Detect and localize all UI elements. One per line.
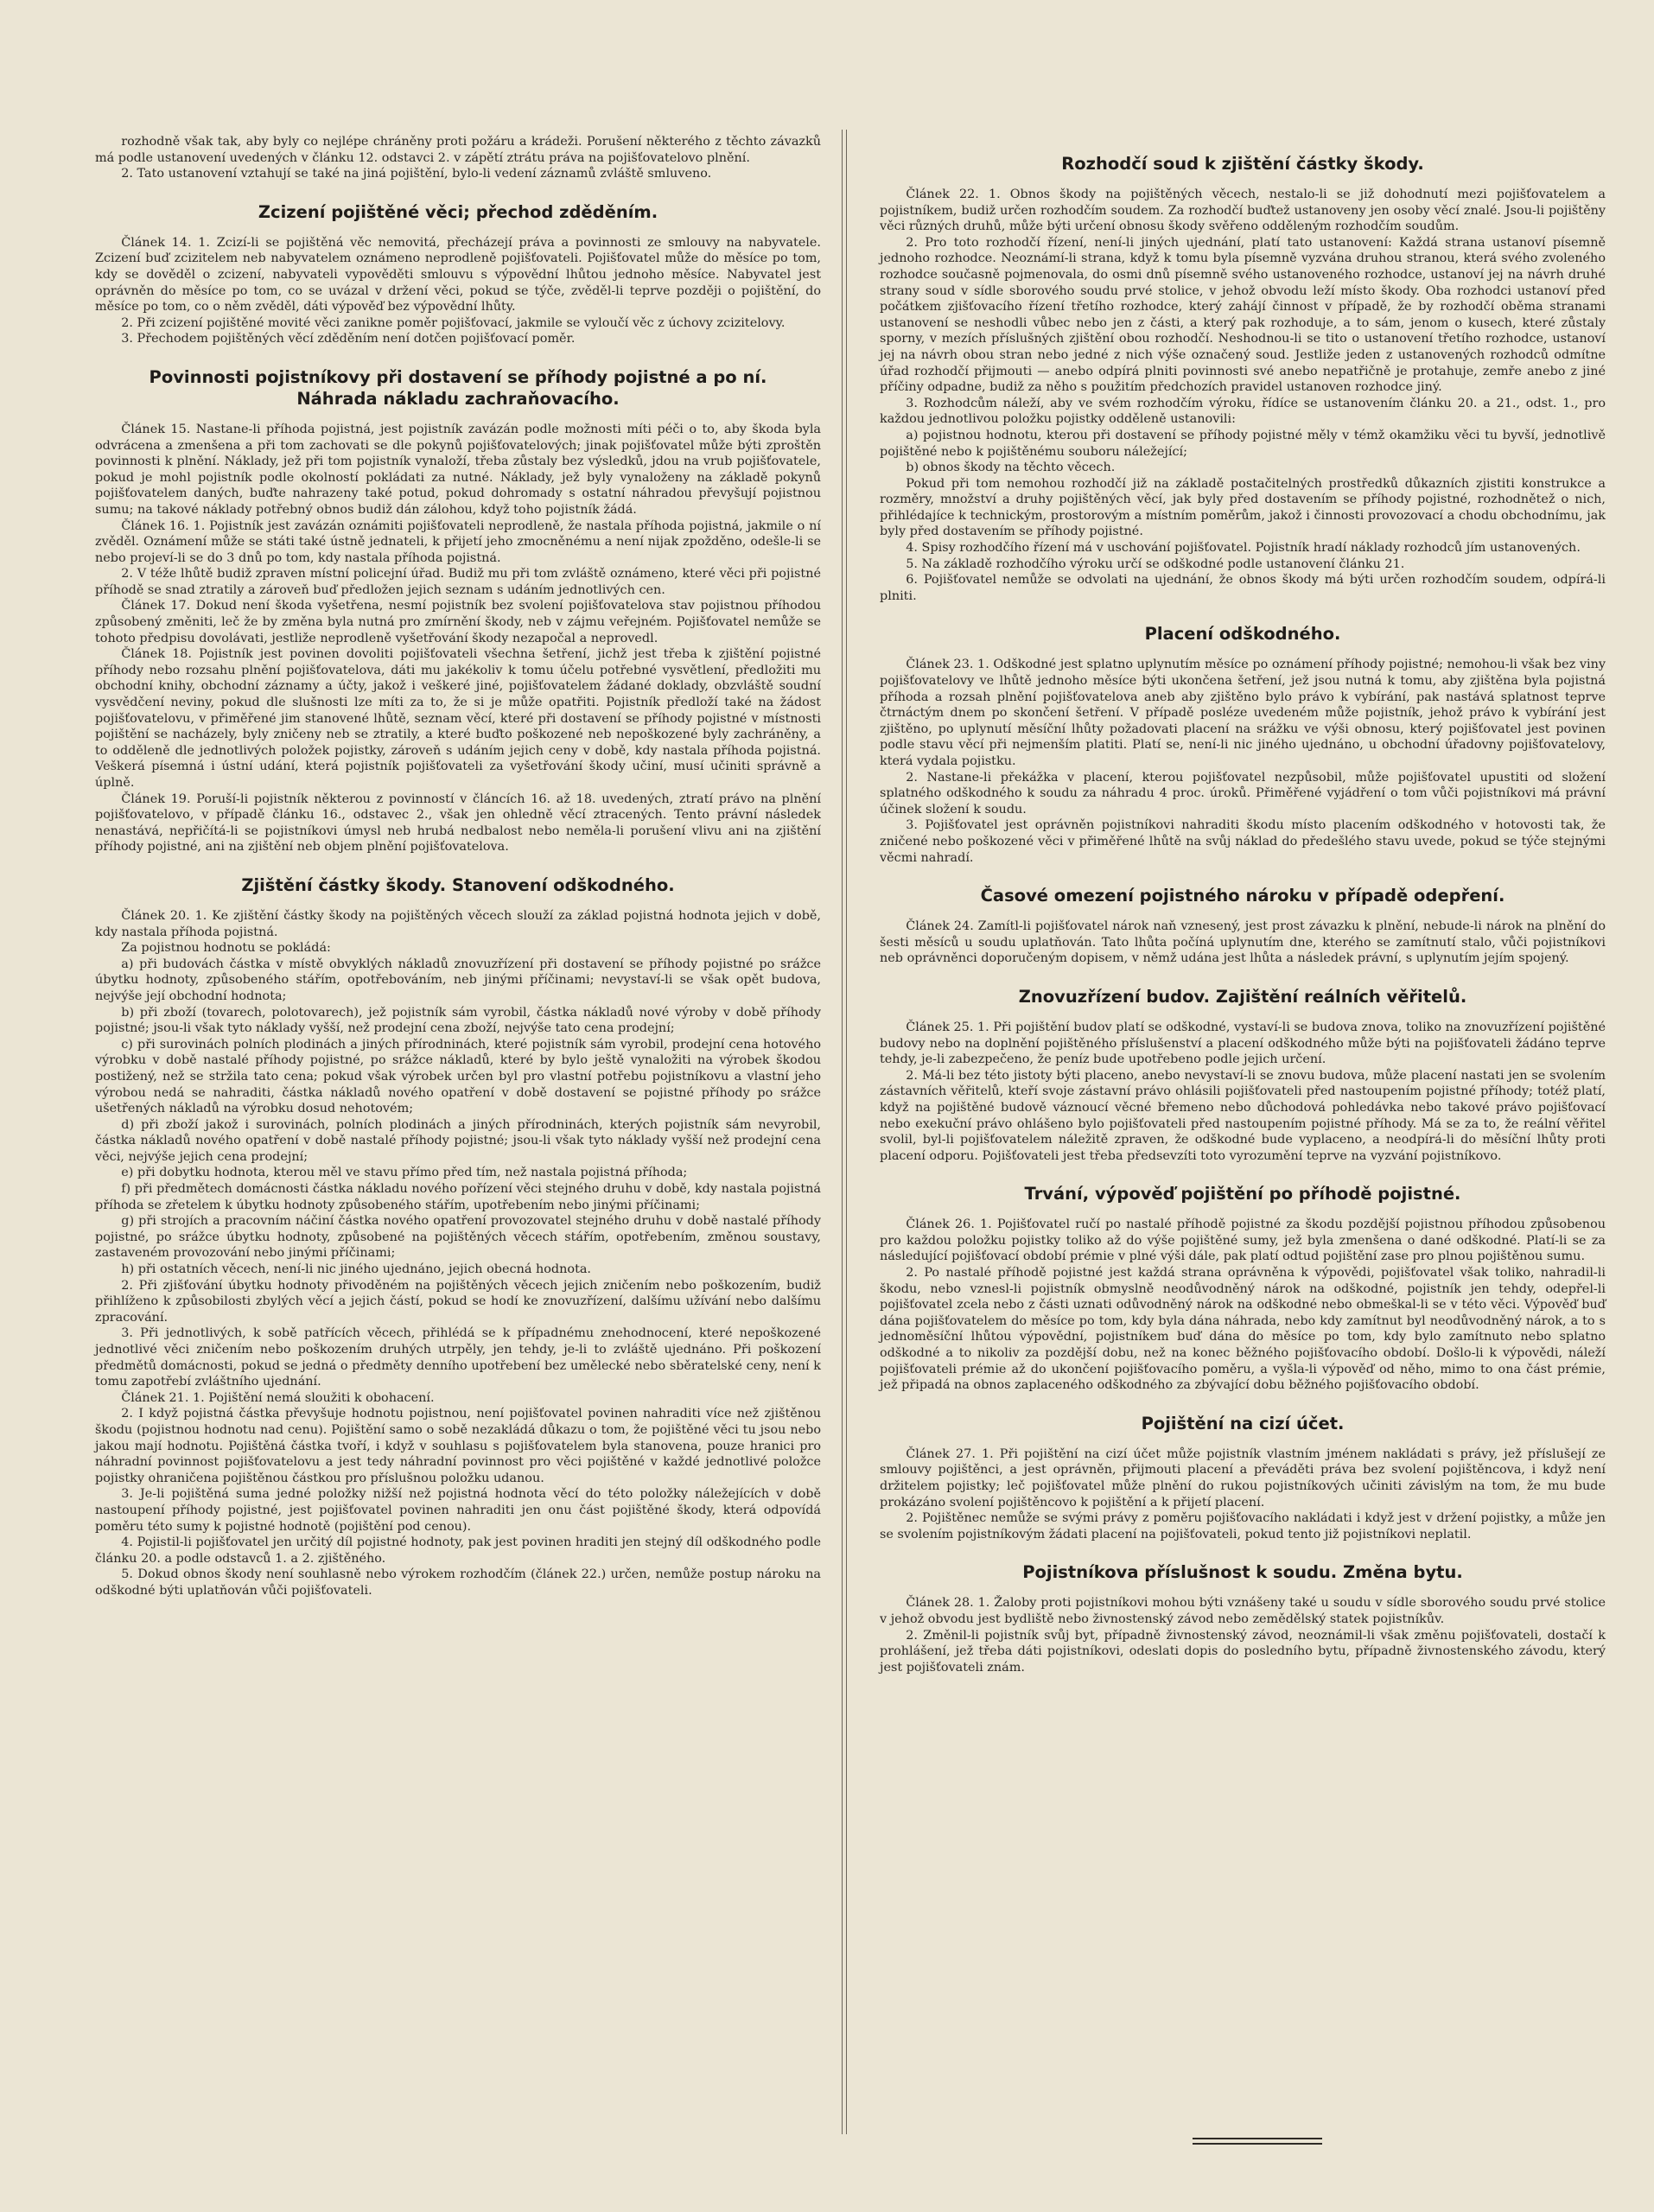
paragraph: Článek 18. Pojistník jest povinen dovoliti pojišťovateli všechna šetření, jichž jest třeba k zjištění pojistné příhody nebo rozsahu plnění pojišťovatelova, dáti mu jakékoliv k tomu účelu potřebné vysvětlení, předložiti mu obchodní knihy, obchodní záznamy a účty, jakož i veškeré jiné, pojišťovatelem žádané doklady, obzvláště soudní vysvědčení neviny, pokud dle slušnosti lze míti za to, že si je může opatřiti. Pojistník předloží také na žádost pojišťovatelovu, v přiměřené jim stanovené lhůtě, seznam věcí, které při dostavení se příhody pojistné v místnosti pojištění se nacházely, byly zničeny neb se ztratily, a které buďto poškozené neb nepoškozené byly zachráněny, a to odděleně dle jednotlivých položek pojistky, zároveň s udáním jejich ceny v době, kdy nastala příhoda pojistná. Veškerá písemná i ústní udání, která pojistník pojišťovateli za vyšetřování škody učiní, musí učiniti správně a úplně. xyxy=(95,647,821,790)
section-heading xyxy=(880,1561,1606,1583)
section-heading xyxy=(95,366,821,410)
paragraph: a) při budovách částka v místě obvyklých nákladů znovuzřízení při dostavení se příhody pojistné po srážce úbytku hodnoty, způsobeného stářím, opotřebováním, neb jinými příčinami; nevystaví-li se však opět budova, nejvýše její obchodní hodnota; xyxy=(95,957,821,1003)
paragraph: 3. Je-li pojištěná suma jedné položky nižší než pojistná hodnota věcí do této položky náležejících v době nastoupení příhody pojistné, jest pojišťovatel povinen nahraditi jen onu část pojištěné škody, která odpovídá poměru této sumy k pojistné hodnotě (pojištění pod cenou). xyxy=(95,1487,821,1534)
section-heading-subtitle: Náhrada nákladu zachraňovacího. xyxy=(296,388,620,409)
paragraph: 4. Pojistil-li pojišťovatel jen určitý díl pojistné hodnoty, pak jest povinen hraditi jen stejný díl odškodného podle článku 20. a podle odstavců 1. a 2. zjištěného. xyxy=(95,1535,821,1566)
section-heading-text: Znovuzřízení budov. Zajištění reálních věřitelů. xyxy=(1018,986,1467,1007)
section-heading xyxy=(880,153,1606,175)
paragraph: h) při ostatních věcech, není-li nic jiného ujednáno, jejich obecná hodnota. xyxy=(121,1262,592,1277)
paragraph: 3. Při jednotlivých, k sobě patřících věcech, přihlédá se k případnému znehodnocení, které nepoškozené jednotlivé věci zničením nebo poškozením druhých utrpěly, jen tehdy, je-li to zvláště ujednáno. Při poškození předmětů domácnosti, pokud se jedná o předměty denního upotřebení bez umělecké nebo sběratelské ceny, není k tomu zapotřebí zvláštního ujednání. xyxy=(95,1326,821,1389)
paragraph: Pokud při tom nemohou rozhodčí již na základě postačitelných prostředků důkazních zjistiti konstrukce a rozměry, množství a druhy pojištěných věcí, jak byly před dostavením se příhody pojistné, rozhodnětež o nich, přihlédajíce k technickým, prostorovým a místním poměrům, jakož i činnosti provozovací a chodu obchodnímu, jak byly před dostavením se příhody pojistné. xyxy=(880,476,1606,539)
paragraph: 2. V téže lhůtě budiž zpraven místní policejní úřad. Budiž mu při tom zvláště oznámeno, které věci při pojistné příhodě se snad ztratily a zároveň buď předložen jejich seznam s udáním jednotlivých cen. xyxy=(95,567,821,597)
paragraph: Článek 27. 1. Při pojištění na cizí účet může pojistník vlastním jménem nakládati s právy, jež příslušejí ze smlouvy pojištěnci, a jest oprávněn, přijmouti placení a převáděti práva bez svolení pojištěncova, i když není držitelem pojistky; leč pojišťovatel může plnění do rukou pojistníkových učiniti závislým na tom, že mu bude prokázáno svolení pojištěncovo k pojištění a k přijetí placení. xyxy=(880,1446,1606,1510)
paragraph: Článek 25. 1. Při pojištění budov platí se odškodné, vystaví-li se budova znova, toliko na znovuzřízení pojištěné budovy nebo na doplnění pojištěného příslušenství a placení odškodného může býti na pojišťovateli žádáno teprve tehdy, je-li zabezpečeno, že peníz bude upotřebeno podle jejich určení. xyxy=(880,1020,1606,1067)
paragraph: 2. I když pojistná částka převyšuje hodnotu pojistnou, není pojišťovatel povinen nahraditi více než zjištěnou škodu (pojistnou hodnotu nad cenu). Pojištění samo o sobě nezakládá důkazu o tom, že pojištěné věci tu jsou nebo jakou mají hodnotu. Pojištěná částka tvoří, i když v souhlasu s pojišťovatelem byla stanovena, pouze hranici pro náhradní povinnost pojišťovatelovu a jest tedy náhradní povinnost pro věci pojištěné v každé jednotlivé položce pojistky ohraničena pojištěnou částkou pro příslušnou položku udanou. xyxy=(95,1407,821,1485)
paragraph: a) pojistnou hodnotu, kterou při dostavení se příhody pojistné měly v témž okamžiku věci tu byvší, jednotlivě pojištěné nebo k pojištěnému souboru náležející; xyxy=(880,428,1606,459)
paragraph: 3. Pojišťovatel jest oprávněn pojistníkovi nahraditi škodu místo placením odškodného v hotovosti tak, že zničené nebo poškozené věci v přiměřené lhůtě na svůj náklad do předešlého stavu uvede, pokud se týče stejnými věcmi nahradí. xyxy=(880,818,1606,865)
paragraph: 2. Při zcizení pojištěné movité věci zanikne poměr pojišťovací, jakmile se vyloučí věc z úchovy zcizitelovy. xyxy=(121,315,786,330)
section-heading-text: Časové omezení pojistného nároku v případě odepření. xyxy=(980,886,1505,906)
section-heading xyxy=(880,1183,1606,1205)
paragraph: 2. Změnil-li pojistník svůj byt, případně živnostenský závod, neoznámil-li však změnu pojišťovateli, dostačí k prohlášení, jež třeba dáti pojistníkovi, odeslati dopis do posledního bytu, případně živnostenského závodu, který jest pojišťovateli znám. xyxy=(880,1628,1606,1675)
paragraph: b) při zboží (tovarech, polotovarech), jež pojistník sám vyrobil, částka nákladů nové výroby v době příhody pojistné; jsou-li však tyto náklady vyšší, než prodejní cena zboží, nejvýše tato cena prodejní; xyxy=(95,1005,821,1036)
paragraph: f) při předmětech domácnosti částka nákladu nového pořízení věci stejného druhu v době, kdy nastala pojistná příhoda se zřetelem k úbytku hodnoty způsobeného stářím, upotřebením nebo jinými příčinami; xyxy=(95,1182,821,1212)
section-heading-text: Zjištění částky škody. Stanovení odškodného. xyxy=(241,874,675,895)
paragraph: 2. Má-li bez této jistoty býti placeno, anebo nevystaví-li se znovu budova, může placení nastati jen se svolením zástavních věřitelů, kteří svoje zástavní právo ohlásili pojišťovateli před nastoupením pojistné příhody; totéž platí, když na pojištěné budově váznoucí věcné břemeno nebo důchodová pohledávka nebo takové právo pojišťovací nebo exekuční právo ohlášeno bylo pojišťovateli před nastoupením pojistné příhody. Má se za to, že reální věřitel svolil, byl-li pojišťovatelem náležitě zpraven, že odškodné bude vyplaceno, a neodpírá-li do měsíční lhůty proti placení odporu. Pojišťovateli jest třeba předsevzíti toto vyrozumění teprve na vyzvání pojistníkovo. xyxy=(880,1068,1606,1163)
section-heading xyxy=(880,623,1606,645)
section-heading xyxy=(880,986,1606,1007)
paragraph: Článek 24. Zamítl-li pojišťovatel nárok naň vznesený, jest prost závazku k plnění, nebude-li nárok na plnění do šesti měsíců u soudu uplatňován. Tato lhůta počíná uplynutím dne, kterého se zamítnutí stalo, vůči pojistníkovi neb oprávněnci doporučeným dopisem, v němž udána jest lhůta a následek právní, s uplynutím jejím spojený. xyxy=(880,919,1606,966)
paragraph: 2. Pojištěnec nemůže se svými právy z poměru pojišťovacího nakládati i když jest v držení pojistky, a může jen se svolením pojistníkovým žádati placení na pojišťovateli, pokud tento již pojistníkovi neplatil. xyxy=(880,1511,1606,1541)
paragraph: e) při dobytku hodnota, kterou měl ve stavu přímo před tím, než nastala pojistná příhoda; xyxy=(121,1166,688,1180)
paragraph: Článek 23. 1. Odškodné jest splatno uplynutím měsíce po oznámení příhody pojistné; nemohou-li však bez viny pojišťovatelovy ve lhůtě jednoho měsíce býti ukončena šetření, jež jsou nutná k tomu, aby zjištěna byla pojistná příhoda a rozsah plnění pojišťovatelova aneb aby zjištěno bylo právo k vybírání, pak nastává splatnost teprve čtrnáctým dnem po skončení šetření. V případě posléze uvedeném může pojistník, jehož právo k vybírání jest zjištěno, po uplynutí měsíční lhůty požadovati placení na srážku ve výši obnosu, který pojišťovatel jest povinen podle stavu věcí při nejmenším platiti. Platí se, není-li nic jiného ujednáno, u obchodní úřadovny pojišťovatelovy, která vydala pojistku. xyxy=(880,658,1606,768)
section-heading xyxy=(880,885,1606,906)
paragraph: c) při surovinách polních plodinách a jiných přírodninách, které pojistník sám vyrobil, prodejní cena hotového výrobku v době nastalé příhody pojistné, po srážce nákladů, které by bylo ještě vynaložiti na výrobek škodou postižený, než se stržila tato cena; pokud však výrobek určen byl pro vlastní potřebu pojistníkovu a vlastní jeho výrobou nedá se nahraditi, částka nákladů nového opatření v době dostavení se pojistné příhody po srážce ušetřených nákladů na výrobku dosud nehotovém; xyxy=(95,1037,821,1116)
end-ornament xyxy=(1193,2138,1322,2150)
paragraph: d) při zboží jakož i surovinách, polních plodinách a jiných přírodninách, kterých pojistník sám nevyrobil, částka nákladů nového opatření v době nastalé příhody pojistné; jsou-li však tyto náklady vyšší než prodejní cena věci, nejvýše jejich cena prodejní; xyxy=(95,1117,821,1164)
section-heading-text: Rozhodčí soud k zjištění částky škody. xyxy=(1061,154,1424,174)
paragraph: Článek 28. 1. Žaloby proti pojistníkovi mohou býti vznášeny také u soudu v sídle sborového soudu prvé stolice v jehož obvodu jest bydliště nebo živnostenský závod nebo zemědělský statek pojistníkův. xyxy=(880,1596,1606,1626)
paragraph: Článek 14. 1. Zcizí-li se pojištěná věc nemovitá, přecházejí práva a povinnosti ze smlouvy na nabyvatele. Zcizení buď zcizitelem neb nabyvatelem oznámeno neprodleně pojišťovateli. Pojišťovatel může do měsíce po tom, kdy se dověděl o zcizení, nabyvateli vypověděti smlouvu s výpovědní lhůtou jednoho měsíce. Nabyvatel jest oprávněn do měsíce po tom, co se uvázal v držení věci, pokud se týče, zvěděl-li teprve později o pojištění, do měsíce po tom, co o něm zvěděl, dáti výpověď bez výpovědní lhůty. xyxy=(95,235,821,315)
paragraph: Článek 17. Dokud není škoda vyšetřena, nesmí pojistník bez svolení pojišťovatelova stav pojistnou příhodou způsobený změniti, leč že by změna byla nutná pro zmírnění škody, neb v zájmu veřejném. Pojišťovatel nemůže se tohoto předpisu dovolávati, jestliže neprodleně vyšetřování škody nezapočal a neprovedl. xyxy=(95,599,821,645)
paragraph: 3. Přechodem pojištěných věcí zděděním není dotčen pojišťovací poměr. xyxy=(121,332,576,346)
section-heading xyxy=(95,874,821,896)
paragraph: 2. Při zjišťování úbytku hodnoty přivoděném na pojištěných věcech jejich zničením nebo poškozením, budiž přihlíženo k způsobilosti zbylých věcí a jejich částí, pokud se hodí ke znovuzřízení, dalšímu užívání nebo dalšímu zpracování. xyxy=(95,1278,821,1325)
paragraph: 2. Tato ustanovení vztahují se také na jiná pojištění, bylo-li vedení záznamů zvláště smluveno. xyxy=(121,167,712,181)
section-heading xyxy=(95,201,821,223)
paragraph: Článek 26. 1. Pojišťovatel ručí po nastalé příhodě pojistné za škodu pozdější pojistnou příhodou způsobenou pro každou položku pojistky toliko až do výše pojištěné sumy, jež byla zmenšena o dané odškodné. Platí-li se za následující pojišťovací období prémie v plné výši dále, pak platí odtud pojištění zase pro plnou pojištěnou sumu. xyxy=(880,1217,1606,1264)
paragraph: rozhodně však tak, aby byly co nejlépe chráněny proti požáru a krádeži. Porušení některého z těchto závazků má podle ustanovení uvedených v článku 12. odstavci 2. v zápětí ztrátu práva na pojišťovatelovo plnění. xyxy=(95,135,821,165)
paragraph: 4. Spisy rozhodčího řízení má v uschování pojišťovatel. Pojistník hradí náklady rozhodců jím ustanovených. xyxy=(906,541,1581,556)
paragraph: 2. Po nastalé příhodě pojistné jest každá strana oprávněna k výpovědi, pojišťovatel však toliko, nahradil-li škodu, nebo vznesl-li pojistník obmyslně neodůvodněný nárok na odškodné, pojistník jen tehdy, odepřel-li pojišťovatel zcela nebo z části uznati odůvodněný nárok na odškodné nebo obmeškal-li se v této věci. Výpověď buď dána pojišťovatelem do měsíce po tom, kdy byla dána náhrada, nebo kdy zamítnut byl neodůvodněný nárok, a to s jednoměsíční lhůtou výpovědní, pojistníkem buď dána do měsíce po tom, kdy bylo zamítnuto nebo splatno odškodné a to nikoliv za pozdější dobu, než na konec běžného pojišťovacího období. Došlo-li k výpovědi, náleží pojišťovateli prémie až do ukončení pojišťovacího poměru, a vyšla-li výpověď od něho, mimo to ona část prémie, jež připadá na obnos zaplaceného odškodného za zbývající dobu běžného pojišťovacího období. xyxy=(880,1266,1606,1393)
paragraph: g) při strojích a pracovním náčiní částka nového opatření provozovatel stejného druhu v době nastalé příhody pojistné, po srážce úbytku hodnoty, způsobené na pojištěných věcech stářím, opotřebením, změnou soustavy, zastaveném provozování nebo jinými příčinami; xyxy=(95,1214,821,1261)
paragraph: 5. Dokud obnos škody není souhlasně nebo výrokem rozhodčím (článek 22.) určen, nemůže postup nároku na odškodné býti uplatňován vůči pojišťovateli. xyxy=(95,1567,821,1598)
paragraph: Článek 19. Poruší-li pojistník některou z povinností v článcích 16. až 18. uvedených, ztratí právo na plnění pojišťovatelovo, v případě článku 16., odstavec 2., však jen ohledně věcí ztracených. Tento právní následek nenastává, nepřičítá-li se pojistníkovi úmysl neb hrubá nedbalost nebo neměla-li porušení vlivu ani na zjištění příhody pojistné, ani na zjištění neb objem plnění pojišťovatelova. xyxy=(95,791,821,855)
paragraph: b) obnos škody na těchto věcech. xyxy=(906,461,1116,475)
section-heading-text: Pojištění na cizí účet. xyxy=(1141,1413,1345,1433)
section-heading-text: Povinnosti pojistníkovy při dostavení se příhody pojistné a po ní. xyxy=(149,366,767,387)
paragraph: Článek 22. 1. Obnos škody na pojištěných věcech, nestalo-li se již dohodnutí mezi pojišťovatelem a pojistníkem, budiž určen rozhodčím soudem. Za rozhodčí buďtež ustanoveny jen osoby věcí znalé. Jsou-li pojištěny věci různých druhů, může býti určení obnosu škody svěřeno odděleným rozhodčím soudům. xyxy=(880,188,1606,234)
section-heading-text: Zcizení pojištěné věci; přechod zděděním. xyxy=(258,201,658,222)
paragraph: 2. Pro toto rozhodčí řízení, není-li jiných ujednání, platí tato ustanovení: Každá strana ustanoví písemně jednoho rozhodce. Neoznámí-li strana, když k tomu byla písemně vyzvána druhou stranou, která svého zvoleného rozhodce současně pojmenovala, do osmi dnů písemně svého ustanoveného rozhodce, ustanoví jej na návrh druhé strany soud v sídle sborového soudu prvé stolice, v jehož obvodu leží místo škody. Oba rozhodci ustanoví před počátkem zjišťovacího řízení třetího rozhodce, který zahájí činnost v případě, že by rozhodčí oběma stranami ustanovení se neshodli vůbec nebo jen z části, a který pak rozhoduje, a to sám, jenom o kusech, které zůstaly sporny, v mezích příslušných zjištění obou rozhodčí. Neshodnou-li se tito o ustanovení třetího rozhodce, ustanoví jej na návrh obou stran nebo jedné z nich výše označený soud. Jestliže jeden z ustanovených rozhodců odmítne úřad rozhodčí přijmouti — anebo odpírá plniti povinnosti své anebo nepatřičně je protahuje, zemře anebo z jiné příčiny odpadne, budiž za něho s použitím předchozích pravidel ustanoven rozhodce jiný. xyxy=(880,235,1606,395)
section-heading-text: Pojistníkova příslušnost k soudu. Změna bytu. xyxy=(1022,1562,1463,1583)
paragraph: Článek 16. 1. Pojistník jest zavázán oznámiti pojišťovateli neprodleně, že nastala příhoda pojistná, jakmile o ní zvěděl. Oznámení může se státi také ústně jednateli, k přijetí jeho zmocněnému a není nijak zpožděno, odešle-li se nebo projeví-li se do 3 dnů po tom, kdy nastala příhoda pojistná. xyxy=(95,518,821,565)
section-heading-text: Placení odškodného. xyxy=(1144,624,1341,645)
right-column xyxy=(880,134,1606,1675)
paragraph: 5. Na základě rozhodčího výroku určí se odškodné podle ustanovení článku 21. xyxy=(906,556,1405,571)
paragraph: Za pojistnou hodnotu se pokládá: xyxy=(121,941,331,956)
paragraph: Článek 15. Nastane-li příhoda pojistná, jest pojistník zavázán podle možnosti míti péči o to, aby škoda byla odvrácena a zmenšena a při tom zachovati se dle pokynů pojišťovatelových; jinak pojišťovatel může býti zproštěn povinnosti k plnění. Náklady, jež při tom pojistník vynaloží, třeba zůstaly bez výsledků, jdou na vrub pojišťovatele, pokud je mohl pojistník podle okolností pokládati za nutné. Náklady, jež byly vynaloženy na základě pokynů pojišťovatelem daných, buďte nahrazeny také potud, pokud dohromady s ostatní náhradou převyšují pojistnou sumu; na takové náklady potřebný obnos budiž dán zálohou, když toho pojistník žádá. xyxy=(95,422,821,517)
paragraph: Článek 20. 1. Ke zjištění částky škody na pojištěných věcech slouží za základ pojistná hodnota jejich v době, kdy nastala příhoda pojistná. xyxy=(95,908,821,939)
left-column xyxy=(95,134,821,1599)
paragraph: Článek 21. 1. Pojištění nemá sloužiti k obohacení. xyxy=(121,1390,435,1405)
paragraph: 6. Pojišťovatel nemůže se odvolati na ujednání, že obnos škody má býti určen rozhodčím soudem, odpírá-li plniti. xyxy=(880,573,1606,603)
section-heading xyxy=(880,1413,1606,1434)
paragraph: 2. Nastane-li překážka v placení, kterou pojišťovatel nezpůsobil, může pojišťovatel upustiti od složení splatného odškodného k soudu za náhradu 4 proc. úroků. Přiměřené vyjádření o tom vůči pojistníkovi má právní účinek složení k soudu. xyxy=(880,770,1606,817)
column-divider xyxy=(842,130,847,2134)
paragraph: 3. Rozhodcům náleží, aby ve svém rozhodčím výroku, řídíce se ustanovením článku 20. a 21., odst. 1., pro každou jednotlivou položku pojistky odděleně ustanovili: xyxy=(880,396,1606,427)
section-heading-text: Trvání, výpověď pojištění po příhodě pojistné. xyxy=(1024,1184,1461,1205)
